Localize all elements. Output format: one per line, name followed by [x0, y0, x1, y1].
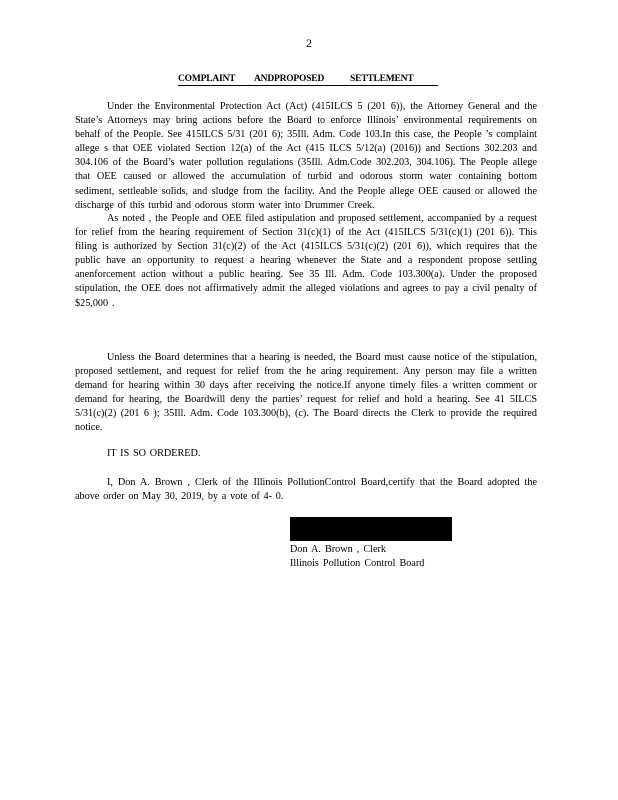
paragraph-hearing-notice: Unless the Board determines that a hearing is needed, the Board must cause notice of the stipulation, proposed settlement, and request for relief from the he aring requirement. Any person may file a written demand for hearing within 30 days after receiving the notice.If anyone timely files a written comment or demand for hearing, the Boardwill deny the parties’ request for relief and hold a hearing. See 41 5ILCS 5/31(c)(2) (201 6 ); 35Ill. Adm. Code 103.300(b), (c). The Board directs the Clerk to provide the required notice.: [75, 352, 537, 434]
heading-part-and-proposed: ANDPROPOSED: [254, 74, 325, 84]
paragraph-stipulation: As noted , the People and OEE filed astipulation and proposed settlement, accompanied by a request for relief from the hearing requirement of Section 31(c)(1) of the Act (415ILCS 5/31(c)(1) (201 6)). This filing is authorized by Section 31(c)(2) of the Act (415ILCS 5/31(c)(2) (201 6)), which requires that the public have an opportunity to request a hearing whenever the State and a respondent propose settling anenforcement action without a public hearing. See 35 Ill. Adm. Code 103.300(a). Under the proposed stipulation, the OEE does not affirmatively admit the alleged violations and agrees to pay a civil penalty of $25,000 .: [75, 213, 537, 309]
paragraph-order: IT IS SO ORDERED.: [107, 448, 201, 459]
redacted-signature: [290, 517, 452, 541]
signatory-title: Illinois Pollution Control Board: [290, 558, 425, 569]
heading-part-complaint: COMPLAINT: [178, 74, 236, 84]
paragraph-complaint-summary: Under the Environmental Protection Act (Act) (415ILCS 5 (201 6)), the Attorney General and the State’s Attorneys may bring actions before the Board to enforce Illinois’ environmental requirements on behalf of the People. See 415ILCS 5/31 (201 6); 35Ill. Adm. Code 103.In this case, the People ’s complaint allege s that OEE violated Section 12(a) of the Act (415 ILCS 5/12(a) (2016)) and Sections 302.203 and 304.106 of the Board’s water pollution regulations (35Ill. Adm.Code 302.203, 304.106). The People allege that OEE caused or allowed the accumulation of turbid and odorous storm water containing bottom sediment, settleable solids, and sludge from the facility. And the People allege OEE caused or allowed the discharge of this turbid and odorous storm water into Drummer Creek.: [75, 101, 537, 211]
paragraph-certification: I, Don A. Brown , Clerk of the Illinois PollutionControl Board,certify that the Board adopted the above order on May 30, 2019, by a vote of 4- 0.: [75, 477, 537, 503]
heading-part-settlement: SETTLEMENT: [350, 74, 414, 84]
section-heading: [178, 74, 438, 86]
signatory-name: Don A. Brown , Clerk: [290, 544, 386, 555]
page-number: 2: [306, 36, 312, 50]
